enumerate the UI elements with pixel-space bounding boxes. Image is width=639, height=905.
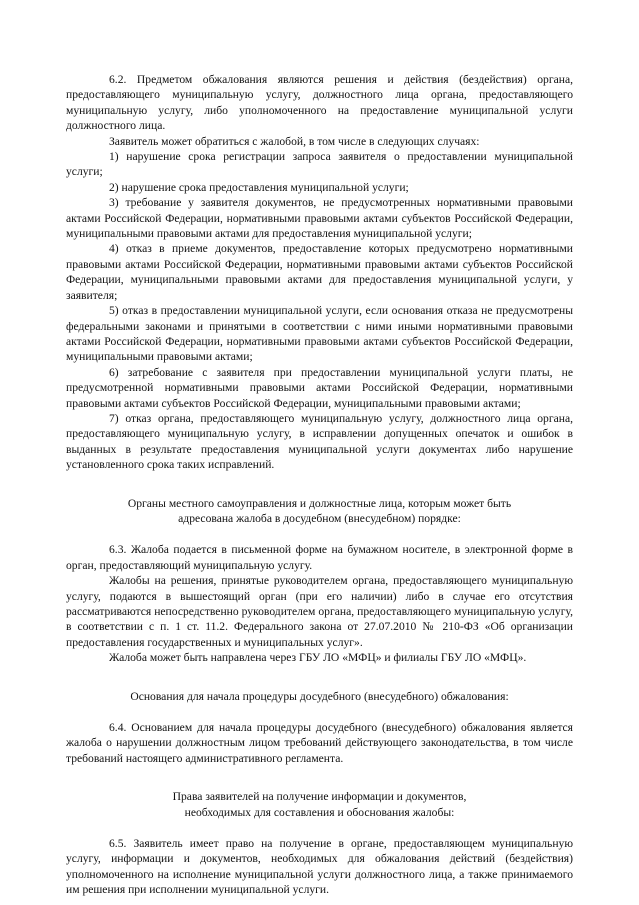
heading-grounds bbox=[66, 689, 573, 704]
case-item-3: 3) требование у заявителя документов, не предусмотренных нормативными правовыми актами Российской Федерации, нормативными правовыми актами субъектов Российской Федерации, муниципальными правовыми актами для предоставления муниципальной услуги; bbox=[66, 196, 573, 241]
case-item-6: 6) затребование с заявителя при предоставлении муниципальной услуги платы, не предусмотренной нормативными правовыми актами Российской Федерации, нормативными правовыми актами субъектов Российской Федерации, муниципальными правовыми актами; bbox=[66, 365, 573, 410]
complaint-cases-intro: Заявитель может обратиться с жалобой, в том числе в следующих случаях: bbox=[109, 134, 480, 148]
paragraph-6-3: 6.3. Жалоба подается в письменной форме на бумажном носителе, в электронной форме в орган, предоставляющий муниципальную услугу. bbox=[66, 543, 573, 572]
case-item-2: 2) нарушение срока предоставления муниципальной услуги; bbox=[109, 180, 409, 194]
heading-bodies-line-2: адресована жалоба в досудебном (внесудебном) порядке: bbox=[178, 511, 461, 525]
paragraph-6-3-mfc: Жалоба может быть направлена через ГБУ ЛО «МФЦ» и филиалы ГБУ ЛО «МФЦ». bbox=[109, 651, 527, 665]
paragraph-6-5: 6.5. Заявитель имеет право на получение в органе, предоставляющем муниципальную услугу, информации и документов, необходимых для обжалования действий (бездействия) уполномоченного на исполнение муниципальной услуги должностного лица, а также принимаемого им решения при исполнении муниципальной услуги. bbox=[66, 837, 573, 897]
paragraph-6-3-decisions: Жалобы на решения, принятые руководителем органа, предоставляющего муниципальную услугу, подаются в вышестоящий орган (при его наличии) либо в случае его отсутствия рассматриваются непосредственно руководителем органа, предоставляющего муниципальную услугу, в соответствии с п. 1 ст. 11.2. Федерального закона от 27.07.2010 № 210-ФЗ «Об организации предоставления государственных и муниципальных услуг». bbox=[66, 574, 573, 649]
paragraph-6-2: 6.2. Предметом обжалования являются решения и действия (бездействия) органа, предоставляющего муниципальную услугу, должностного лица органа, предоставляющего муниципальную услугу, либо уполномоченного на предоставление муниципальной услуги должностного лица. bbox=[66, 73, 573, 133]
heading-bodies bbox=[66, 496, 573, 527]
case-item-4: 4) отказ в приеме документов, предоставление которых предусмотрено нормативными правовыми актами Российской Федерации, нормативными правовыми актами субъектов Российской Федерации, муниципальными правовыми актами для предоставления муниципальной услуги, у заявителя; bbox=[66, 242, 573, 302]
heading-rights-line-2: необходимых для составления и обоснования жалобы: bbox=[184, 805, 455, 819]
case-item-7: 7) отказ органа, предоставляющего муниципальную услугу, должностного лица органа, предоставляющего муниципальную услугу, в исправлении допущенных опечаток и ошибок в выданных в результате предоставления муниципальной услуги документах либо нарушение установленного срока таких исправлений. bbox=[66, 411, 573, 472]
heading-bodies-line-1: Органы местного самоуправления и должностные лица, которым может быть bbox=[127, 496, 512, 510]
paragraph-6-4: 6.4. Основанием для начала процедуры досудебного (внесудебного) обжалования является жалоба о нарушении должностным лицом требований действующего законодательства, в том числе требований настоящего административного регламента. bbox=[66, 721, 573, 765]
heading-rights-line-1: Права заявителей на получение информации и документов, bbox=[172, 790, 467, 804]
heading-rights bbox=[66, 789, 573, 820]
case-item-1: 1) нарушение срока регистрации запроса заявителя о предоставлении муниципальной услуги; bbox=[66, 150, 573, 179]
heading-grounds-line-1: Основания для начала процедуры досудебного (внесудебного) обжалования: bbox=[130, 689, 509, 703]
case-item-5: 5) отказ в предоставлении муниципальной услуги, если основания отказа не предусмотрены федеральными законами и принятыми в соответствии с ними иными нормативными правовыми актами Российской Федерации, нормативными правовыми актами субъектов Российской Федерации, муниципальными правовыми актами; bbox=[66, 304, 573, 364]
